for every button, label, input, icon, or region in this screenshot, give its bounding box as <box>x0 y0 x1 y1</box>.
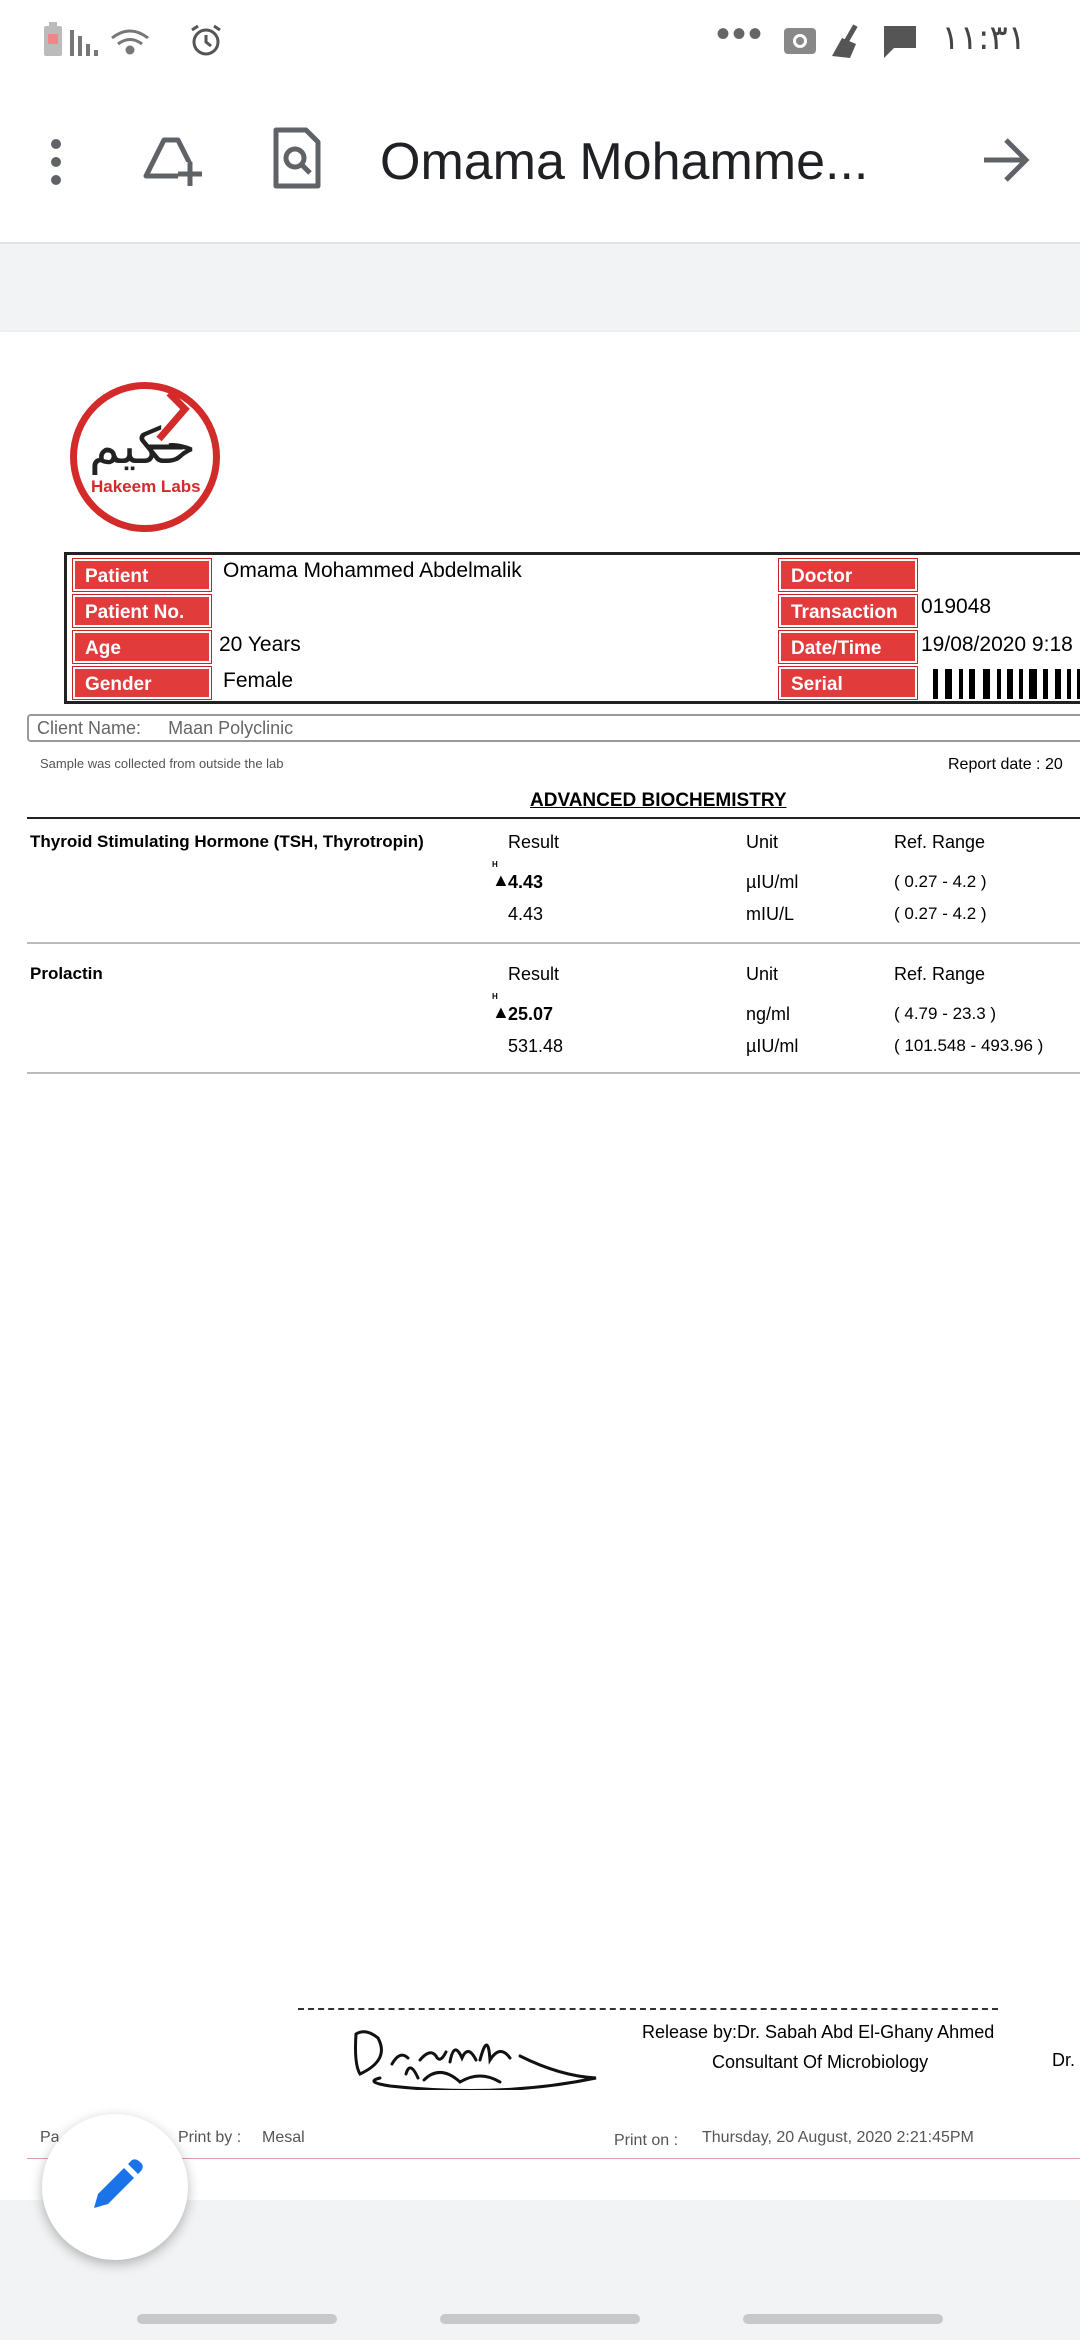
more-vert-icon[interactable] <box>40 134 70 194</box>
footer-page: Pa <box>40 2129 60 2146</box>
gender-label: Gender <box>73 667 211 699</box>
column-unit-2: Unit <box>746 964 779 984</box>
tsh-ref-1: ( 0.27 - 4.2 ) <box>894 872 987 891</box>
footer-line <box>27 2158 1080 2159</box>
client-name-label: Client Name: <box>37 718 142 738</box>
gender-value: Female <box>223 669 294 692</box>
status-bar <box>0 0 1080 82</box>
row-divider <box>27 942 1080 944</box>
add-to-drive-icon[interactable] <box>138 128 204 194</box>
logo-arabic-text: حكيم <box>89 417 196 475</box>
datetime-value: 19/08/2020 9:18 <box>921 633 1073 656</box>
client-name-bar <box>27 714 1080 742</box>
second-doctor: Dr. <box>1052 2050 1076 2070</box>
prolactin-unit-1: ng/ml <box>746 1004 791 1024</box>
nav-bar-recents[interactable] <box>137 2314 337 2324</box>
signature-line <box>298 2008 998 2010</box>
column-unit: Unit <box>746 832 779 852</box>
sample-note: Sample was collected from outside the lab <box>40 756 284 771</box>
status-time: ١١:٣١ <box>941 18 1026 58</box>
nav-bar-home[interactable] <box>440 2314 640 2324</box>
message-icon <box>884 26 916 58</box>
doctor-label: Doctor <box>779 559 917 591</box>
status-icons-right <box>780 20 930 64</box>
alarm-icon <box>192 26 220 54</box>
column-ref-range-2: Ref. Range <box>894 964 986 984</box>
print-on-value: Thursday, 20 August, 2020 2:21:45PM <box>702 2129 974 2146</box>
age-value: 20 Years <box>219 633 301 656</box>
print-on-label: Print on : <box>614 2132 679 2149</box>
column-result-2: Result <box>508 964 560 984</box>
doctor-signature <box>350 2020 600 2090</box>
serial-label: Serial <box>779 667 917 699</box>
find-in-page-icon[interactable] <box>270 126 326 192</box>
arrow-forward-icon[interactable] <box>978 130 1034 190</box>
camera-icon <box>784 28 816 54</box>
column-result: Result <box>508 832 560 852</box>
patient-label: Patient <box>73 559 211 591</box>
status-icons-left <box>40 22 340 62</box>
viewer-top-band <box>0 244 1080 332</box>
column-ref-range: Ref. Range <box>894 832 986 852</box>
high-flag: H ▲ <box>492 860 510 890</box>
hakeem-labs-logo <box>70 382 220 532</box>
patient-name: Omama Mohammed Abdelmalik <box>223 559 522 582</box>
edit-fab-button[interactable] <box>42 2114 188 2260</box>
signal-icon <box>70 30 98 56</box>
edit-pencil-icon <box>84 2156 146 2218</box>
report-date: Report date : 20 <box>948 756 1063 773</box>
section-title: ADVANCED BIOCHEMISTRY <box>530 790 787 811</box>
nav-bar-back[interactable] <box>743 2314 943 2324</box>
tsh-ref-2: ( 0.27 - 4.2 ) <box>894 904 987 923</box>
lab-report-page[interactable] <box>0 332 1080 2200</box>
high-flag: H ▲ <box>492 992 510 1022</box>
test-name-prolactin: Prolactin <box>30 964 103 983</box>
prolactin-result-1: 25.07 <box>508 1004 554 1024</box>
prolactin-ref-1: ( 4.79 - 23.3 ) <box>894 1004 997 1023</box>
release-title: Consultant Of Microbiology <box>712 2052 929 2072</box>
serial-barcode <box>933 669 1080 701</box>
age-label: Age <box>73 631 211 663</box>
prolactin-ref-2: ( 101.548 - 493.96 ) <box>894 1036 1044 1055</box>
tsh-result-1: 4.43 <box>508 872 544 892</box>
prolactin-unit-2: µIU/ml <box>746 1036 799 1056</box>
transaction-label: Transaction <box>779 595 917 627</box>
wifi-icon <box>112 31 148 53</box>
app-bar <box>0 82 1080 244</box>
row-divider <box>27 1072 1080 1074</box>
cleaner-icon <box>832 24 858 58</box>
print-by-label: Print by : <box>178 2129 242 2146</box>
logo-text: Hakeem Labs <box>91 477 201 496</box>
section-divider <box>27 817 1080 819</box>
patient-no-label: Patient No. <box>73 595 211 627</box>
overflow-dots: ••• <box>716 12 765 56</box>
datetime-label: Date/Time <box>779 631 917 663</box>
test-name-tsh: Thyroid Stimulating Hormone (TSH, Thyrotropin) <box>30 832 424 851</box>
prolactin-result-2: 531.48 <box>508 1036 564 1056</box>
tsh-result-2: 4.43 <box>508 904 544 924</box>
tsh-unit-1: µIU/ml <box>746 872 799 892</box>
client-name-value: Maan Polyclinic <box>168 718 294 738</box>
tsh-unit-2: mIU/L <box>746 904 795 924</box>
print-by-value: Mesal <box>262 2129 305 2146</box>
transaction-value: 019048 <box>921 595 992 618</box>
release-by: Release by:Dr. Sabah Abd El-Ghany Ahmed <box>642 2022 995 2042</box>
document-title: Omama Mohamme... <box>380 133 869 191</box>
patient-info-box <box>64 552 1080 704</box>
